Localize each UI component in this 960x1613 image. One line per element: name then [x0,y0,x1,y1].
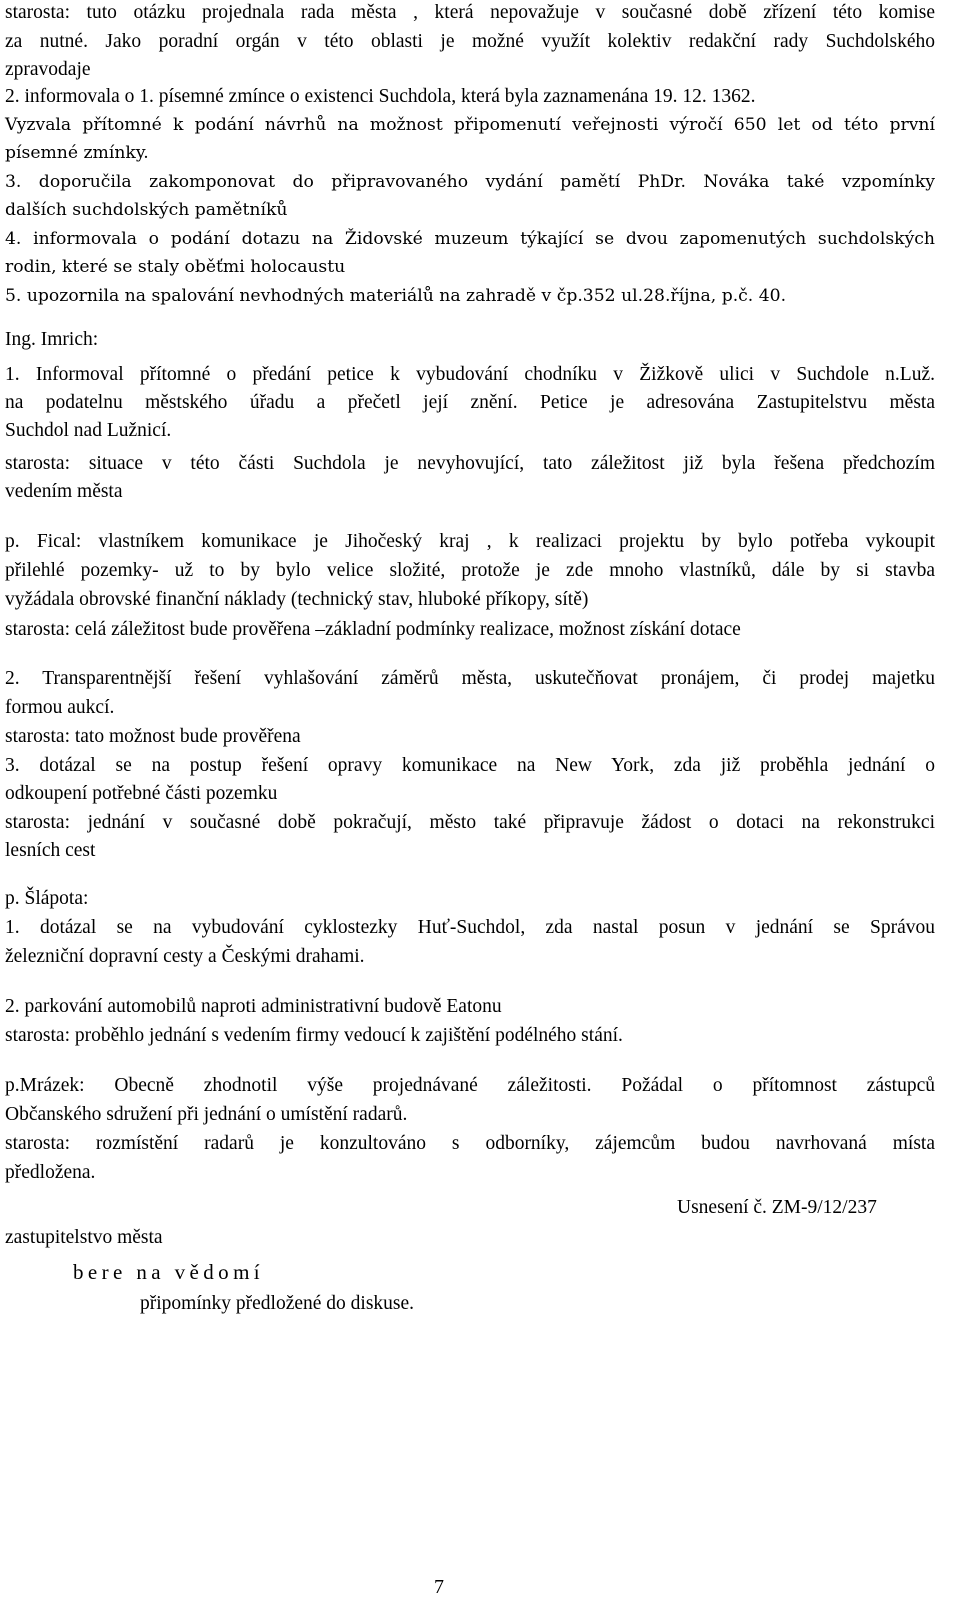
resolution-decision: bere na vědomí [73,1260,265,1284]
speaker-heading: p. Šlápota: [5,888,89,909]
text-line: za nutné. Jako poradní orgán v této oblasti je možné využít kolektiv redakční rady Suchdolského [5,31,935,52]
text-line: Vyzvala přítomné k podání návrhů na možnost připomenutí veřejnosti výročí 650 let od této první [5,115,935,135]
text-line: p. Fical: vlastníkem komunikace je Jihočeský kraj , k realizaci projektu by bylo potřeba vykoupit [5,531,935,552]
text-line: 5. upozornila na spalování nevhodných materiálů na zahradě v čp.352 ul.28.října, p.č. 40. [5,286,787,306]
text-line: starosta: rozmístění radarů je konzultováno s odborníky, zájemcům budou navrhovaná místa [5,1133,935,1154]
text-line: na podatelnu městského úřadu a přečetl její znění. Petice je adresována Zastupitelstvu města [5,392,935,413]
text-line: zpravodaje [5,59,91,80]
text-line: p.Mrázek: Obecně zhodnotil výše projednávané záležitosti. Požádal o přítomnost zástupců [5,1075,935,1096]
text-line: 2. Transparentnější řešení vyhlašování záměrů města, uskutečňovat pronájem, či prodej majetku [5,668,935,689]
resolution-number: Usnesení č. ZM-9/12/237 [677,1197,877,1218]
speaker-heading: Ing. Imrich: [5,329,99,350]
text-line: formou aukcí. [5,697,115,718]
text-line: 2. parkování automobilů naproti administrativní budově Eatonu [5,996,502,1017]
text-line: vedením města [5,481,123,502]
text-line: 3. doporučila zakomponovat do připravovaného vydání pamětí PhDr. Nováka také vzpomínky [5,172,935,192]
text-line: písemné zmínky. [5,143,149,163]
text-line: odkoupení potřebné části pozemku [5,783,278,804]
text-line: starosta: situace v této části Suchdola je nevyhovující, tato záležitost již byla řešena předchozím [5,453,935,474]
text-line: starosta: tuto otázku projednala rada města , která nepovažuje v současné době zřízení této komise [5,2,935,23]
text-line: předložena. [5,1162,96,1183]
text-line: 3. dotázal se na postup řešení opravy komunikace na New York, zda již proběhla jednání o [5,755,935,776]
text-line: dalších suchdolských pamětníků [5,200,288,220]
text-line: Suchdol nad Lužnicí. [5,420,172,441]
page-number: 7 [434,1576,444,1598]
text-line: 1. dotázal se na vybudování cyklostezky Huť-Suchdol, zda nastal posun v jednání se Správou [5,917,935,938]
text-line: vyžádala obrovské finanční náklady (technický stav, hluboké příkopy, sítě) [5,589,589,610]
text-line: železniční dopravní cesty a Českými drahami. [5,946,365,967]
resolution-text: připomínky předložené do diskuse. [140,1293,415,1314]
text-line: starosta: tato možnost bude prověřena [5,726,301,747]
text-line: starosta: jednání v současné době pokračují, město také připravuje žádost o dotaci na rekonstrukci [5,812,935,833]
text-line: přilehlé pozemky- už to by bylo velice složité, protože je zde mnoho vlastníků, dále by si stavba [5,560,935,581]
resolution-body: zastupitelstvo města [5,1227,163,1248]
text-line: starosta: proběhlo jednání s vedením firmy vedoucí k zajištění podélného stání. [5,1025,623,1046]
text-line: 2. informovala o 1. písemné zmínce o existenci Suchdola, která byla zaznamenána 19. 12. 1362. [5,86,756,107]
text-line: Občanského sdružení při jednání o umístění radarů. [5,1104,408,1125]
text-line: starosta: celá záležitost bude prověřena –základní podmínky realizace, možnost získání dotace [5,619,741,640]
text-line: 4. informovala o podání dotazu na Židovské muzeum týkající se dvou zapomenutých suchdolských [5,229,935,249]
text-line: rodin, které se staly oběťmi holocaustu [5,257,346,277]
text-line: lesních cest [5,840,96,861]
text-line: 1. Informoval přítomné o předání petice k vybudování chodníku v Žižkově ulici v Suchdole n.Luž. [5,364,935,385]
